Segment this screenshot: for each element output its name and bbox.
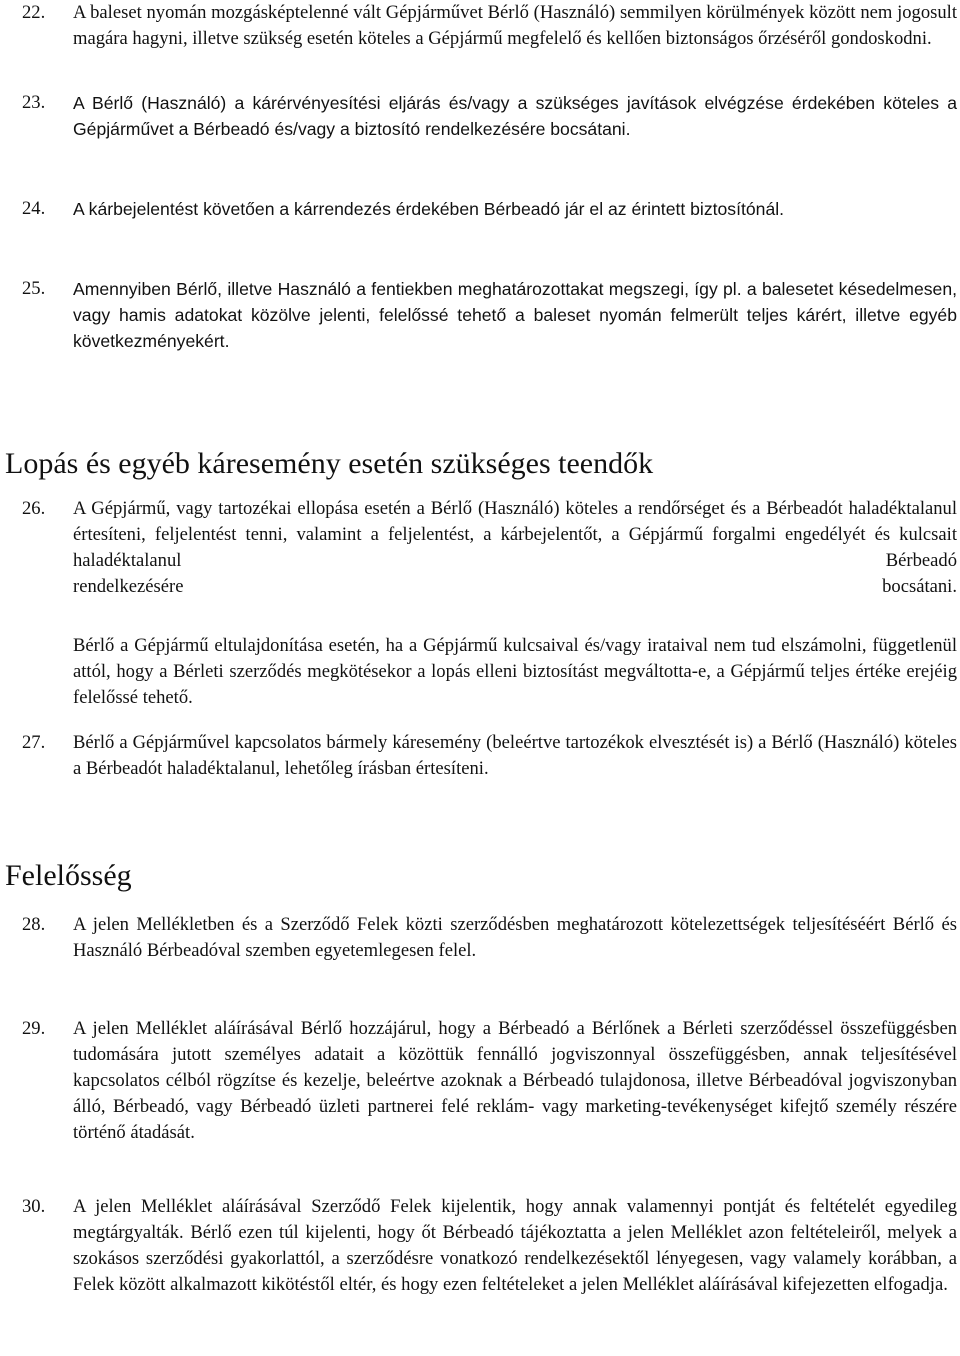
paragraph-26-continuation: Bérlő a Gépjármű eltulajdonítása esetén, ha a Gépjármű kulcsaival és/vagy irataival nem tud elszámolni, függetlenül attól, hogy a Bérleti szerződés megkötésekor a lopás elleni biztosítást megváltotta-e, a Gépjármű teljes értéke erejéig felelőssé tehető. bbox=[73, 635, 957, 708]
item-text: Bérlő a Gépjárművel kapcsolatos bármely káresemény (beleértve tartozékok elvesztését is) a Bérlő (Használó) köteles a Bérbeadót haladéktalanul, lehetőleg írásban értesíteni. bbox=[73, 732, 957, 779]
item-text: A Bérlő (Használó) a kárérvényesítési eljárás és/vagy a szükséges javítások elvégzése érdekében köteles a Gépjárművet a Bérbeadó és/vagy a biztosító rendelkezésére bocsátani. bbox=[73, 93, 957, 139]
item-number: 27. bbox=[22, 732, 46, 753]
list-item-23 bbox=[0, 90, 960, 142]
item-number: 28. bbox=[22, 914, 46, 935]
section-heading-liability: Felelősség bbox=[5, 859, 132, 892]
list-item-28 bbox=[0, 912, 960, 964]
item-number: 25. bbox=[22, 278, 46, 299]
item-text: A Gépjármű, vagy tartozékai ellopása esetén a Bérlő (Használó) köteles a rendőrséget és a Bérbeadót haladéktalanul értesíteni, feljelentést tenni, valamint a feljelentést, a kárbejelentőt, a Gépjármű forgalmi engedélyét és kulcsait haladéktalanul Bérbeadó bbox=[73, 498, 957, 571]
item-text: Amennyiben Bérlő, illetve Használó a fentiekben meghatározottakat megszegi, így pl. a balesetet késedelmesen, vagy hamis adatokat közölve jelenti, felelőssé tehető a baleset nyomán felmerült teljes kárért, illetve egyéb következményekért. bbox=[73, 279, 957, 351]
list-item-25 bbox=[0, 276, 960, 354]
item-number: 29. bbox=[22, 1018, 46, 1039]
item-number: 26. bbox=[22, 498, 46, 519]
item-text: A baleset nyomán mozgásképtelenné vált Gépjárművet Bérlő (Használó) semmilyen körülmények között nem jogosult magára hagyni, illetve szükség esetén köteles a Gépjármű megfelelő és kellően biztonságos őrzéséről gondoskodni. bbox=[73, 2, 957, 49]
list-item-29 bbox=[0, 1016, 960, 1146]
item-text: A jelen Melléklet aláírásával Bérlő hozzájárul, hogy a Bérbeadó a Bérlőnek a Bérleti szerződéssel összefüggésben tudomására jutott személyes adatait a közöttük fennálló jogviszonnyal összefüggésben, annak teljesítésével kapcsolatos célból rögzítse és kezelje, beleértve azoknak a Bérbeadó tulajdonosa, illetve Bérbeadóval jogviszonyban álló, Bérbeadó, vagy Bérbeadó üzleti partnerei felé reklám- vagy marketing-tevékenységet kifejtő személy részére történő átadását. bbox=[73, 1018, 957, 1143]
list-item-26 bbox=[0, 496, 960, 600]
item-number: 22. bbox=[22, 2, 46, 23]
list-item-22 bbox=[0, 0, 960, 52]
item-text: A kárbejelentést követően a kárrendezés érdekében Bérbeadó jár el az érintett biztosítónál. bbox=[73, 199, 785, 219]
list-item-30 bbox=[0, 1194, 960, 1298]
list-item-27 bbox=[0, 730, 960, 782]
tail-right-word: bocsátani. bbox=[882, 576, 957, 597]
item-text: A jelen Mellékletben és a Szerződő Felek közti szerződésben meghatározott kötelezettségek teljesítéséért Bérlő és Használó Bérbeadóval szemben egyetemlegesen felel. bbox=[73, 914, 957, 961]
list-item-24 bbox=[0, 196, 960, 222]
item-text: A jelen Melléklet aláírásával Szerződő Felek kijelentik, hogy annak valamennyi pontját és feltételét egyedileg megtárgyalták. Bérlő ezen túl kijelenti, hogy őt Bérbeadó tájékoztatta a jelen Melléklet azon feltételeiről, melyek a szokásos szerződési gyakorlattól, a szerződésre vonatkozó rendelkezésektől lényegesen, vagy valamely korábban, a Felek között alkalmazott kikötéstől eltér, és hogy ezen feltételeket a jelen Melléklet aláírásával kifejezetten elfogadja. bbox=[73, 1196, 957, 1295]
tail-left-word: rendelkezésére bbox=[73, 576, 184, 597]
item-number: 23. bbox=[22, 92, 46, 113]
item-text-tail bbox=[73, 574, 957, 600]
item-number: 30. bbox=[22, 1196, 46, 1217]
item-number: 24. bbox=[22, 198, 46, 219]
section-heading-theft: Lopás és egyéb káresemény esetén szükséges teendők bbox=[5, 447, 654, 480]
